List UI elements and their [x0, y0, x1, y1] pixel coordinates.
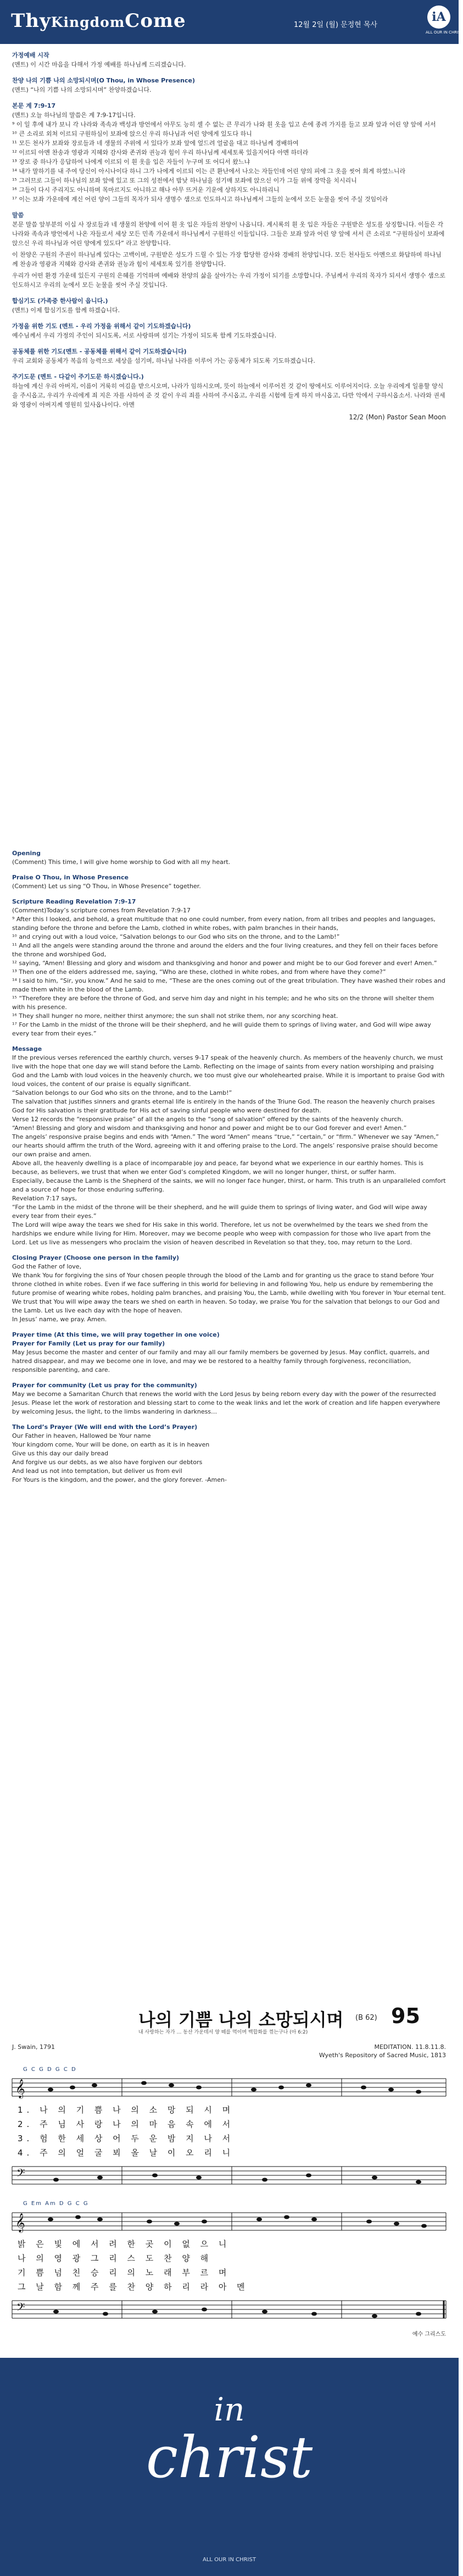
en-closing-line: In Jesus’ name, we pray. Amen. — [12, 1316, 107, 1323]
staff-system — [12, 2201, 446, 2333]
staff-system — [12, 2067, 446, 2198]
hymn-repository: Wyeth's Repository of Sacred Music, 1813 — [319, 2052, 446, 2059]
lyric-line: 2. 주 님 사 랑 나 의 마 음 속 에 서 — [18, 2119, 235, 2129]
en-opening-text: (Comment) This time, I will give home worship to God with all my heart. — [12, 858, 231, 866]
en-message-paragraph: Verse 12 records the “responsive praise” of all the angels to the “song of salvation” offered by the saints of the heavenly church. — [12, 1116, 403, 1123]
kr-reading-line: ¹⁶ 그들이 다시 주리지도 아니하며 목마르지도 아니하고 해나 아무 뜨거운 기운에 상하지도 아니하리니 — [12, 186, 280, 193]
kr-reading-line: ¹⁷ 이는 보좌 가운데에 계신 어린 양이 그들의 목자가 되사 생명수 샘으로 인도하시고 하나님께서 그들의 눈에서 모든 눈물을 씻어 주실 것임이라 — [12, 196, 388, 203]
logo-mark: iA — [427, 5, 450, 29]
music-score — [12, 2067, 446, 2341]
en-lords-heading: The Lord’s Prayer (We will end with the Lord’s Prayer) — [12, 1423, 198, 1431]
kr-reading-line: ¹² 이르되 아멘 찬송과 영광과 지혜와 감사와 존귀와 권능과 힘이 우리 하나님께 세세토록 있을지어다 아멘 하더라 — [12, 149, 309, 156]
en-closing-heading: Closing Prayer (Choose one person in the family) — [12, 1254, 180, 1261]
en-message-paragraph: The Lord will wipe away the tears we shed for His sake in this world. Therefore, let us not be overwhelmed by the tears we shed from the hardships we endure while living for Him. Moreover, may we become people who weep with compassion for those who live apart from the Lord. Let us live as messengers who proclaim the vision of heaven described in Revelation so that they, too, may return to the Lord. — [12, 1221, 431, 1246]
en-message-paragraph: “Salvation belongs to our God who sits on the throne, and to the Lamb!” — [12, 1089, 232, 1096]
brand-kingdom: Kingdom — [51, 14, 125, 30]
lyric-line: 1. 나 의 기 쁨 나 의 소 망 되 시 며 — [18, 2105, 235, 2115]
kr-reading-line: ¹⁵ 그러므로 그들이 하나님의 보좌 앞에 있고 또 그의 성전에서 밤낮 하나님을 섬기매 보좌에 앉으신 이가 그들 위에 장막을 치시리니 — [12, 177, 357, 184]
en-praise-text: (Comment) Let us sing “O Thou, in Whose Presence” together. — [12, 883, 201, 890]
en-praise-heading: Praise O Thou, in Whose Presence — [12, 874, 129, 881]
lyric-line: 기 쁨 넘 친 승 리 의 노 래 부 르 며 — [18, 2268, 231, 2278]
en-message-paragraph: “Amen! Blessing and glory and wisdom and thanksgiving and honor and power and might be to our God forever and ever! Amen.” — [12, 1124, 407, 1132]
en-reading-heading: Scripture Reading Revelation 7:9-17 — [12, 898, 136, 905]
hymn-title: 나의 기쁨 나의 소망되시며 — [138, 2009, 344, 2030]
footer-script-in: in — [214, 2391, 245, 2428]
kr-reading-line: ¹⁰ 큰 소리로 외쳐 이르되 구원하심이 보좌에 앉으신 우리 하나님과 어린 양에게 있도다 하니 — [12, 130, 252, 137]
en-closing-line: We trust that You will wipe away the tears we shed on earth in heaven. So today, we praise You for the salvation that belongs to our God and the Lamb. Let us live each day with the hope of heaven. — [12, 1298, 440, 1314]
en-lords-line: Give us this day our daily bread — [12, 1450, 109, 1457]
kr-message-paragraph: 이 찬양은 구원의 주권이 하나님께 있다는 고백이며, 구원받은 성도가 드릴 수 있는 가장 합당한 감사와 경배의 찬양입니다. 모든 천사들도 아멘으로 화답하며 하나님께 찬송과 영광과 지혜와 감사와 존귀와 권능과 힘이 세세토록 있기를 찬양합니다. — [12, 251, 442, 268]
header-banner — [0, 0, 463, 44]
kr-pray-heading: 합심기도 (가족중 한사람이 읍니다.) — [12, 297, 108, 304]
logo-caption: ALL OUR IN CHRIST — [426, 30, 463, 35]
kr-pray-text: (멘트) 이제 합심기도를 함께 하겠습니다. — [12, 307, 120, 314]
kr-family-heading: 가정을 위한 기도 (멘트 - 우리 가정을 위해서 같이 기도하겠습니다) — [12, 323, 191, 330]
brand-title — [11, 10, 186, 32]
en-message-heading: Message — [12, 1045, 42, 1052]
en-reading-line: ¹⁰ and crying out with a loud voice, “Salvation belongs to our God who sits on the throne, and to the Lamb!” — [12, 933, 340, 940]
kr-opening-text: (멘트) 이 시간 마음을 다해서 가정 예배를 하나님께 드리겠습니다. — [12, 61, 186, 68]
en-reading-line: ¹⁴ I said to him, “Sir, you know.” And he said to me, “These are the ones coming out of the great tribulation. They have washed their robes and made them white in the blood of the Lamb. — [12, 977, 445, 993]
en-lords-line: And lead us not into temptation, but deliver us from evil — [12, 1467, 182, 1475]
en-message-paragraph: “For the Lamb in the midst of the throne will be their shepherd, and he will guide them to springs of living water, and God will wipe away every tear from their eyes.” — [12, 1204, 427, 1220]
kr-family-text: 예수님께서 우리 가정의 주인이 되시도록, 서로 사랑하며 섬기는 가정이 되도록 함께 기도하겠습니다. — [12, 332, 277, 339]
en-community-heading: Prayer for community (Let us pray for the community) — [12, 1382, 197, 1389]
en-reading-line: ¹³ Then one of the elders addressed me, saying, “Who are these, clothed in white robes, and from where have they come?” — [12, 968, 386, 976]
bass-staff — [12, 2163, 446, 2191]
footer-logo: ALL OUR IN CHRIST — [203, 2557, 256, 2563]
en-closing-line: We thank You for forgiving the sins of Your chosen people through the blood of the Lamb and for granting us the grace to stand before Your throne clothed in white robes. Even if we face suffering in this world for believing in and following You, help us endure by remembering the future promise of wearing white robes, holding palm branches, and praising You, the Lamb, while dwelling with You forever in Your eternal tent. — [12, 1272, 446, 1297]
en-message-paragraph: Especially, because the Lamb is the Shepherd of the saints, we will no longer face hunger, thirst, or harm. This truth is an unparalleled comfort and a source of hope for those enduring suffering. — [12, 1177, 446, 1193]
kr-lords-text: 하늘에 계신 우리 아버지, 이름이 거룩히 여김을 받으시오며, 나라가 임하시오며, 뜻이 하늘에서 이루어진 것 같이 땅에서도 이루어지이다. 오늘 우리에게 일용할 양식을 주시옵고, 우리가 우리에게 죄 지은 자를 사하여 준 것 같이 우리 죄를 사하여 주시옵고, 우리를 시험에 들게 하지 마시옵고, 다만 악에서 구하시옵소서. 나라와 권세와 영광이 아버지께 영원히 있사옵나이다. 아멘 — [12, 383, 445, 408]
korean-devotional — [12, 51, 446, 842]
en-reading-line: ¹⁷ For the Lamb in the midst of the throne will be their shepherd, and he will guide them to springs of living water, and God will wipe away every tear from their eyes.” — [12, 1021, 431, 1037]
en-lords-line: For Yours is the kingdom, and the power, and the glory forever. -Amen- — [12, 1476, 227, 1483]
hymn-subtitle: 내 사랑하는 자가 … 동산 가운데서 양 떼를 먹이며 백합화를 꺾는구나 (아 6:2) — [138, 2030, 308, 2035]
kr-community-heading: 공동체를 위한 기도(멘트 - 공동체를 위해서 같이 기도하겠습니다) — [12, 348, 187, 355]
kr-reading-line: ¹⁴ 내가 말하기를 내 주여 당신이 아시나이다 하니 그가 나에게 이르되 이는 큰 환난에서 나오는 자들인데 어린 양의 피에 그 옷을 씻어 희게 하였느니라 — [12, 168, 406, 175]
svg-text:𝄞: 𝄞 — [15, 2079, 25, 2098]
hymn-meter: MEDITATION. 11.8.11.8. — [374, 2043, 446, 2051]
lyric-line: 그 날 함 께 주 를 찬 양 하 리 라 아 멘 — [18, 2282, 249, 2292]
chord-symbols: G Em Am D G C G — [23, 2201, 89, 2207]
en-closing-line: God the Father of love, — [12, 1263, 82, 1270]
en-community-text: May we become a Samaritan Church that renews the world with the Lord Jesus by being reborn every day with the power of the resurrected Jesus. Please let the work of restoration and blessing start to come to the weak links and let the work of creation and life happen everywhere by welcoming Jesus, the light, to the limbs wandering in darkness… — [12, 1391, 440, 1415]
en-message-paragraph: If the previous verses referenced the earthly church, verses 9-17 speak of the heavenly church. As members of the heavenly church, we must live with the hope that one day we will stand before the Lamb. Reflecting on the image of saints from every nation worshiping and praising God and the Lamb with loud voices in the heavenly church, we too must give our wholehearted praise. While it is important to praise God with loud voices, the content of our praise is equally significant. — [12, 1054, 445, 1088]
svg-text:𝄞: 𝄞 — [15, 2213, 25, 2232]
kr-community-text: 우리 교회와 공동체가 복음의 능력으로 세상을 섬기며, 하나님 나라를 이루어 가는 공동체가 되도록 기도하겠습니다. — [12, 357, 315, 364]
en-reading-line: (Comment)Today’s scripture comes from Revelation 7:9-17 — [12, 907, 191, 914]
kr-message-paragraph: 우리가 어떤 환경 가운데 있든지 구원의 은혜를 기억하며 예배와 찬양의 삶을 살아가는 우리 가정이 되기를 소망합니다. 주님께서 우리의 목자가 되셔서 생명수 샘으로 인도하시고 우리의 눈에서 모든 눈물을 씻어 주실 것입니다. — [12, 272, 445, 289]
en-family-heading: Prayer for Family (Let us pray for our family) — [12, 1340, 165, 1347]
en-reading-line: ⁹ After this I looked, and behold, a great multitude that no one could number, from every nation, from all tribes and peoples and languages, standing before the throne and before the Lamb, clothed in white robes, with palm branches in their hands, — [12, 916, 436, 932]
en-message-paragraph: Revelation 7:17 says, — [12, 1195, 77, 1202]
kr-reading-heading: 본문 계 7:9-17 — [12, 102, 56, 109]
hymn-sheet — [0, 2001, 459, 2352]
kr-message-paragraph: 본문 말씀 앞부분의 이십 사 장로들과 네 생물의 찬양에 이어 흰 옷 입은 자들의 찬양이 나옵니다. 계시록의 흰 옷 입은 자들은 구원받은 성도를 상징합니다. 이들은 각 나라와 족속과 방언에서 나온 자들로서 세상 모든 민족 가운데서 하나님께서 구원하신 이들입니다. 그들은 보좌 앞과 어린 양 앞에 서서 큰 소리로 “구원하심이 보좌에 앉으신 우리 하나님과 어린 양에게 있도다” 라고 찬양합니다. — [12, 221, 445, 247]
en-message-paragraph: The angels’ responsive praise begins and ends with “Amen.” The word “Amen” means “true,” “certain,” or “firm.” Whenever we say “Amen,” our hearts should affirm the truth of the Word, agreeing with it and offering praise to the Lord. The angels’ responsive praise should become our own praise and amen. — [12, 1133, 439, 1158]
en-reading-line: ¹⁶ They shall hunger no more, neither thirst anymore; the sun shall not strike them, nor any scorching heat. — [12, 1012, 338, 1020]
hymn-credits — [12, 2043, 446, 2065]
en-lords-line: Our Father in heaven, Hallowed be Your name — [12, 1432, 151, 1439]
kr-opening-heading: 가정예배 시작 — [12, 52, 49, 59]
footer-banner — [0, 2358, 459, 2576]
en-reading-line: ¹¹ And all the angels were standing around the throne and around the elders and the four living creatures, and they fell on their faces before the throne and worshiped God, — [12, 942, 438, 958]
church-logo — [426, 5, 463, 37]
brand-thy: Thy — [11, 10, 51, 32]
kr-reading-line: (멘트) 오늘 하나님의 말씀은 계 7:9-17입니다. — [12, 112, 136, 119]
english-devotional — [12, 849, 446, 1995]
svg-text:𝄢: 𝄢 — [16, 2167, 25, 2182]
en-family-text: May Jesus become the master and center of our family and may all our family members be governed by Jesus. May conflict, quarrels, and hatred disappear, and may we become one in love, and may we be restored to a healthy family through forgiveness, reconciliation, responsible parenting, and care. — [12, 1349, 429, 1373]
hymn-composer: J. Swain, 1791 — [12, 2043, 55, 2051]
en-lords-line: Your kingdom come, Your will be done, on earth as it is in heaven — [12, 1441, 210, 1448]
lyric-line: 4. 주 의 얼 굴 뵈 올 날 이 오 리 니 — [18, 2148, 235, 2158]
kr-reading-line: ¹³ 장로 중 하나가 응답하여 나에게 이르되 이 흰 옷을 입은 자들이 누구며 또 어디서 왔느냐 — [12, 158, 250, 165]
footer-script-christ: christ — [146, 2424, 313, 2491]
lyric-line: 3. 험 한 세 상 어 두 운 밤 지 나 서 — [18, 2134, 235, 2143]
lyric-line: 밝 은 빛 에 서 려 한 곳 이 없 으 니 — [18, 2239, 231, 2249]
hymn-number: 95 — [391, 2004, 420, 2028]
hymn-arranger — [319, 2052, 446, 2059]
en-prayer-heading: Prayer time (At this time, we will pray together in one voice) — [12, 1331, 220, 1338]
kr-reading-line: ¹¹ 모든 천사가 보좌와 장로들과 네 생물의 주위에 서 있다가 보좌 앞에 엎드려 얼굴을 대고 하나님께 경배하여 — [12, 140, 299, 147]
kr-praise-heading: 찬양 나의 기쁨 나의 소망되시며(O Thou, in Whose Presence) — [12, 77, 195, 84]
svg-text:𝄢: 𝄢 — [16, 2301, 25, 2316]
en-reading-line: ¹² saying, “Amen! Blessing and glory and wisdom and thanksgiving and honor and power and might be to our God forever and ever! Amen.” — [12, 960, 437, 967]
kr-reading-line: ⁹ 이 일 후에 내가 보니 각 나라와 족속과 백성과 방언에서 아무도 능히 셀 수 없는 큰 무리가 나와 흰 옷을 입고 손에 종려 가지를 들고 보좌 앞과 어린 양 앞에 서서 — [12, 121, 436, 128]
en-opening-heading: Opening — [12, 850, 41, 857]
en-message-paragraph: The salvation that justifies sinners and grants eternal life is entirely in the hands of the Triune God. The reason the heavenly church praises God for His salvation is their gratitude for His act of saving sinful people who were destined for death. — [12, 1098, 435, 1114]
kr-praise-text: (멘트) “나의 기쁨 나의 소망되시며” 찬양하겠습니다. — [12, 86, 152, 93]
en-message-paragraph: Above all, the heavenly dwelling is a place of incomparable joy and peace, far beyond what we experience in our earthly homes. This is because, as believers, we trust that when we enter God’s completed Kingdom, we will no longer hunger, thirst, or suffer harm. — [12, 1160, 423, 1176]
kr-lords-heading: 주기도문 (멘트 - 다같이 주기도문 하시겠습니다.) — [12, 373, 144, 380]
brand-come: Come — [125, 10, 186, 32]
chord-symbols: G C G D G C D — [23, 2067, 77, 2073]
en-reading-line: ¹⁵ “Therefore they are before the throne of God, and serve him day and night in his temple; and he who sits on the throne will shelter them with his presence. — [12, 995, 434, 1011]
en-lords-line: And forgive us our debts, as we also have forgiven our debtors — [12, 1459, 203, 1466]
hymn-source — [374, 2043, 446, 2051]
hymn-credit: 예수 그리스도 — [412, 2331, 446, 2337]
pastor-signature: 12/2 (Mon) Pastor Sean Moon — [349, 413, 446, 421]
hymn-b-number: (B 62) — [355, 2014, 377, 2022]
hymn-header — [12, 2006, 446, 2039]
lyric-line: 나 의 영 광 그 리 스 도 찬 양 해 — [18, 2253, 213, 2263]
kr-message-heading: 말씀 — [12, 212, 24, 219]
header-date: 12월 2일 (월) 문정현 목사 — [294, 21, 377, 29]
bass-staff — [12, 2297, 446, 2325]
